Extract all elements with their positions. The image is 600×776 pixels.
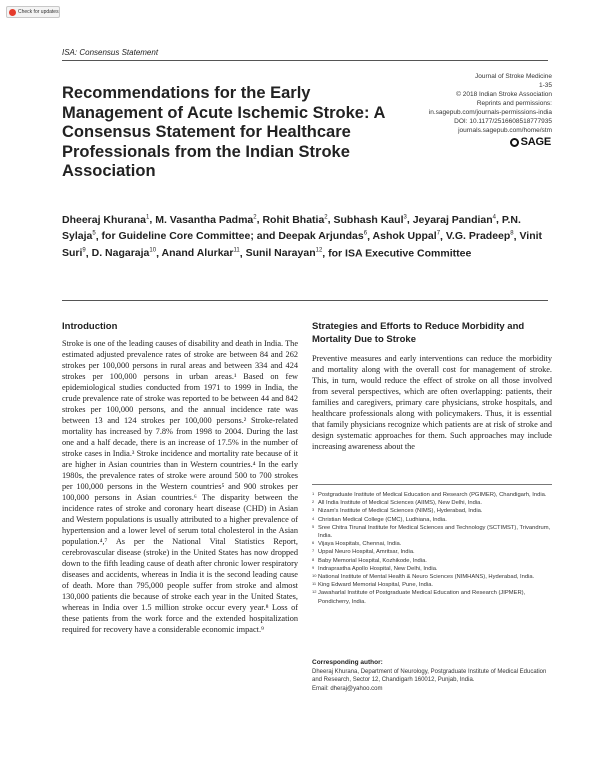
page-range: 1-35 (538, 82, 552, 89)
author-affiliation-marker: 7 (436, 230, 441, 237)
affiliation-item (312, 573, 552, 581)
corresponding-author-address: Dheeraj Khurana, Department of Neurology, Postgraduate Institute of Medical Education and Research, Sector 12, Chandigarh 160012, Punjab, India. (312, 669, 547, 684)
author-affiliation-marker: 9 (82, 247, 86, 254)
permissions-link[interactable]: in.sagepub.com/journals-permissions-india (428, 109, 552, 116)
author-affiliation-marker: 10 (149, 247, 157, 254)
affiliation-number: 3 (312, 507, 315, 513)
affiliation-number: 8 (312, 556, 315, 562)
affiliation-text: Postgraduate Institute of Medical Education and Research (PGIMER), Chandigarh, India. (318, 492, 547, 498)
affiliation-item (312, 491, 552, 499)
author-affiliation-marker: 2 (253, 214, 257, 220)
check-for-updates-badge[interactable] (6, 6, 60, 18)
author-affiliation-marker: 11 (233, 247, 240, 254)
journal-meta (412, 72, 552, 135)
author-affiliation-marker: 8 (510, 230, 514, 237)
affiliation-item (312, 516, 552, 524)
author-name: for ISA Executive Committee (328, 247, 472, 260)
affiliations-list (312, 491, 552, 606)
article-title: Recommendations for the Early Management of Acute Ischemic Stroke: A Consensus Statement for Healthcare Professionals from the Indian Stroke Association (62, 84, 385, 180)
updates-icon (9, 9, 16, 16)
affiliation-number: 1 (312, 491, 315, 496)
reprints-label: Reprints and permissions: (476, 100, 552, 107)
article-type-label: ISA: Consensus Statement (62, 48, 159, 57)
author-name: Dheeraj Khurana$^1$ (62, 213, 150, 226)
corresponding-author-details (312, 668, 552, 693)
author-name: Subhash Kaul$^3$ (333, 213, 407, 226)
author-affiliation-marker: 4 (492, 214, 496, 220)
affiliation-number: 7 (312, 548, 315, 554)
affiliation-item (312, 548, 552, 556)
author-name: Vinit Suri$^9$ (62, 230, 543, 260)
author-name: M. Vasantha Padma$^2$ (155, 213, 257, 226)
affiliation-text: All India Institute of Medical Sciences (AIIMS), New Delhi, India. (318, 500, 482, 507)
affiliation-text: Baby Memorial Hospital, Kozhikode, India. (318, 557, 427, 564)
author-name: V.G. Pradeep$^8$ (445, 230, 514, 243)
affiliation-text: Jawaharlal Institute of Postgraduate Medical Education and Research (JIPMER), Pondicherry, India. (318, 590, 526, 605)
affiliation-number: 5 (312, 523, 315, 529)
affiliation-text: King Edward Memorial Hospital, Pune, India. (318, 582, 434, 589)
author-affiliation-marker: 5 (92, 230, 96, 237)
affiliation-text: Vijaya Hospitals, Chennai, India. (318, 541, 402, 548)
affiliation-number: 4 (312, 515, 315, 521)
affiliation-number: 12 (312, 589, 317, 595)
affiliations-divider (312, 484, 552, 485)
sage-logo-icon (510, 138, 519, 147)
affiliation-text: Indraprastha Apollo Hospital, New Delhi, India. (318, 565, 438, 572)
copyright: © 2018 Indian Stroke Association (456, 91, 552, 98)
affiliation-number: 2 (312, 499, 315, 505)
corresponding-author-email[interactable]: Email: dheraj@yahoo.com (312, 685, 383, 692)
author-affiliation-marker: 3 (403, 214, 407, 220)
affiliation-item (312, 557, 552, 565)
affiliation-item (312, 524, 552, 540)
author-affiliation-marker: 6 (363, 230, 368, 237)
affiliation-item (312, 565, 552, 573)
affiliation-item (312, 499, 552, 507)
author-name: Rohit Bhatia$^2$ (262, 213, 328, 226)
author-name: Ashok Uppal$^7$ (372, 230, 441, 243)
affiliation-text: Uppal Neuro Hospital, Amritsar, India. (318, 549, 415, 556)
sage-logo-text: SAGE (520, 136, 551, 148)
author-name: for Guideline Core Committee; and Deepak Arjundas$^6$ (101, 230, 368, 243)
affiliation-number: 10 (312, 573, 317, 579)
author-name: D. Nagaraja$^{10}$ (91, 247, 157, 260)
author-affiliation-marker: 12 (315, 247, 323, 254)
affiliation-text: Nizam's Institute of Medical Sciences (NIMS), Hyderabad, India. (318, 508, 483, 515)
author-list: Dheeraj Khurana$^1$, M. Vasantha Padma$^2$, Rohit Bhatia$^2$, Subhash Kaul$^3$, Jeyaraj Pandian$^4$, P.N. Sylaja$^5$, for Guideline Core Committee; and Deepak Arjundas$^6$, Ashok Uppal$^7$, V.G. Pradeep$^8$, Vinit Suri$^9$, D. Nagaraja$^{10}$, Anand Alurkar$^{11}$, Sunil Narayan$^{12}$, for ISA Executive Committee (62, 213, 543, 260)
affiliation-number: 6 (312, 540, 315, 546)
updates-badge-label: Check for updates (18, 9, 59, 15)
journal-name: Journal of Stroke Medicine (475, 73, 552, 80)
corresponding-author-label: Corresponding author: (312, 659, 383, 666)
header-divider (62, 60, 548, 61)
author-name: P.N. Sylaja$^5$ (62, 213, 521, 243)
introduction-heading: Introduction (62, 321, 118, 332)
affiliation-item (312, 589, 552, 605)
affiliation-number: 9 (312, 564, 315, 570)
sage-logo (510, 136, 551, 148)
affiliation-number: 11 (312, 581, 317, 587)
affiliation-text: National Institute of Mental Health & Neuro Sciences (NIMHANS), Hyderabad, India. (318, 574, 535, 581)
doi[interactable]: DOI: 10.1177/2516608518777935 (454, 118, 552, 125)
author-affiliation-marker: 1 (146, 214, 150, 220)
author-name: Anand Alurkar$^{11}$ (161, 247, 240, 260)
strategies-body: Preventive measures and early interventions can reduce the morbidity and mortality along with the overall cost for management of stroke. This, in turn, would reduce the effect of stroke on all those involved from several perspectives, which are often overlapping: patients, their families and caregivers, primary care physicians, stroke hospitals, and healthcare professionals along with policymakers. Thus, it is essential that family physicians recognize which patients are at risk of stroke and design systematic approaches for them. Such approaches may include increasing awareness about the (312, 354, 552, 451)
authors-divider (62, 300, 548, 301)
author-name: Jeyaraj Pandian$^4$ (412, 213, 496, 226)
affiliation-item (312, 540, 552, 548)
affiliation-text: Sree Chitra Tirunal Institute for Medical Sciences and Technology (SCTIMST), Trivandrum, India. (318, 524, 551, 540)
author-affiliation-marker: 2 (324, 214, 328, 220)
strategies-heading: Strategies and Efforts to Reduce Morbidity and Mortality Due to Stroke (312, 321, 525, 345)
introduction-body: Stroke is one of the leading causes of disability and death in India. The estimated adjusted prevalence rates of stroke are between 84 and 262 strokes per 100,000 persons in rural areas and between 334 and 424 strokes per 100,000 persons in urban areas.¹ Based on few epidemiological studies conducted from 1971 to 1999 in India, the crude prevalence rate of stroke was reported to be between 44 and 842 strokes per 100,000 persons, and the annual incidence rate was between 13 and 124 strokes per 100,000 persons.² Stroke-related mortality has increased by 7.8% from 1998 to 2004. During the last one and a half decade, there is an increase of 17.5% in the number of stroke cases in India.³ Stroke incidence and mortality rate because of it are higher in Asian countries than in Western countries.⁴ In the early 1980s, the prevalence rates of stroke were around 500 to 700 strokes per 100,000 persons in the Western countries⁵ and 900 strokes per 100,000 persons in Asian countries.⁶ The disparity between the incidence rates of stroke and coronary heart disease (CHD) in Asian and Western populations is usually attributed to a higher prevalence of hypertension and a lower level of serum total cholesterol in the Asian population.⁴,⁷ As per the National Vital Statistics Report, cerebrovascular disease (stroke) in the United States has now dropped down to the fifth leading cause of death after chronic lower respiratory diseases and accidents, whereas in India it is the second leading cause of death. More than 795,000 people suffer from stroke and almost 130,000 patients die because of stroke each year in the United States, whereas in India over 1.5 million stroke occur every year.⁸ Loss of these patients from the work force and the extended hospitalization required for recovery have a considerable economic impact.⁹ (62, 339, 298, 634)
affiliation-text: Christian Medical College (CMC), Ludhiana, India. (318, 516, 447, 523)
author-name: Sunil Narayan$^{12}$ (245, 247, 323, 260)
journal-home-link[interactable]: journals.sagepub.com/home/stm (458, 127, 552, 134)
affiliation-item (312, 507, 552, 515)
affiliation-item (312, 581, 552, 589)
